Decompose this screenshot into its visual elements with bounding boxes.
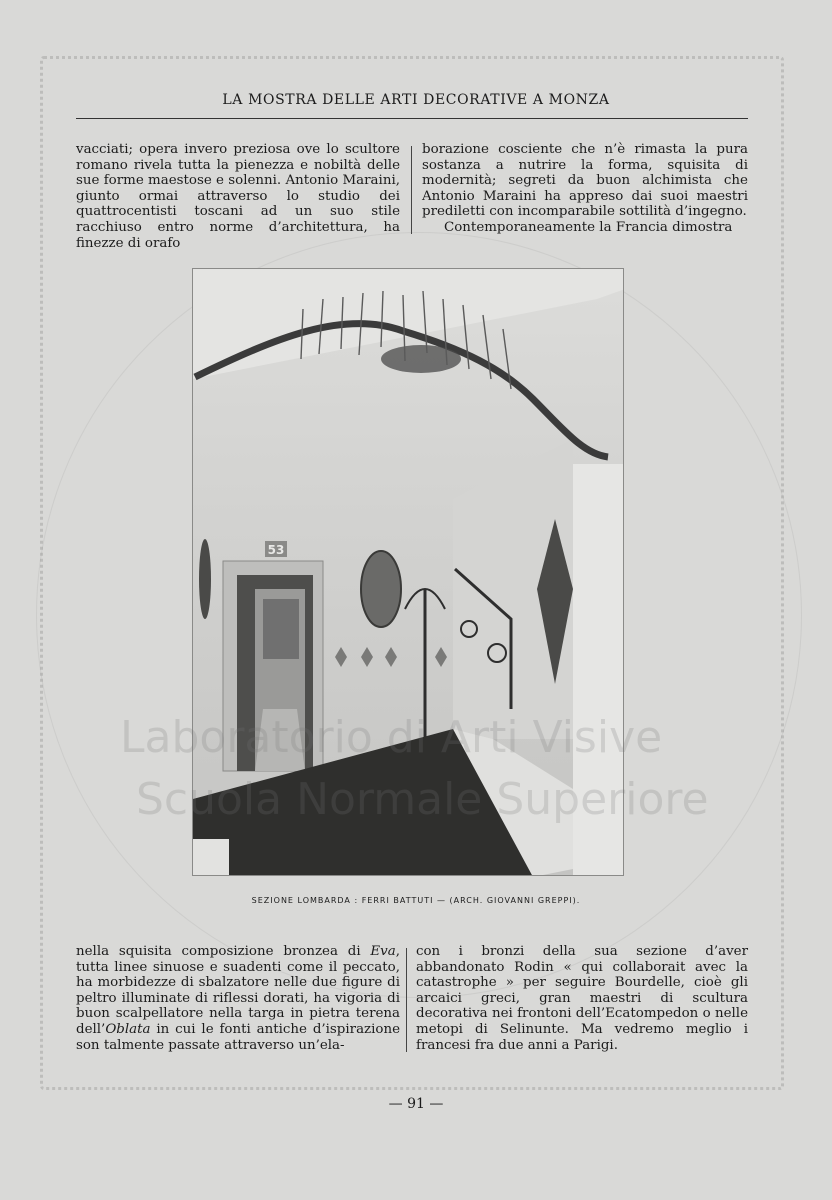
italic-title-oblata: Oblata xyxy=(105,1021,151,1037)
bottom-right-column xyxy=(416,944,748,1053)
page-number: — 91 — xyxy=(388,1096,444,1112)
oval-plaque xyxy=(361,551,401,627)
paragraph: Contemporaneamente la Francia dimostra xyxy=(444,219,733,235)
paragraph: con i bronzi della sua sezione d’aver abbandonato Rodin « qui collaborait avec la catastrophe » per seguire Bourdelle, cioè gli arcaici greci, gran maestri di scultura decorativa nei frontoni dell’Ecatompedon o nelle metopi di Selinunte. Ma vedremo meglio i francesi fra due anni a Parigi. xyxy=(416,944,748,1053)
column-divider-bottom xyxy=(406,948,407,1052)
wall-plaque-left xyxy=(199,539,211,619)
top-left-column xyxy=(76,142,400,251)
watermark-line-2: Scuola Normale Superiore xyxy=(136,774,709,825)
paragraph: vacciati; opera invero preziosa ove lo scultore romano rivela tutta la pienezza e nobiltà delle sue forme maestose e solenni. Antonio Maraini, giunto ormai attraverso lo studio dei quattrocentisti toscani ad un suo stile racchiuso entro norme d’architettura, ha finezze di orafo xyxy=(76,142,400,251)
text-segment: nella squisita composizione bronzea di xyxy=(76,944,371,959)
paragraph xyxy=(76,944,400,1053)
running-header: LA MOSTRA DELLE ARTI DECORATIVE A MONZA xyxy=(222,92,610,108)
column-divider-top xyxy=(411,146,412,234)
room-number-label: 53 xyxy=(267,543,285,557)
text-segment: in cui le fonti antiche d’ispirazione son talmente passate attraverso un’ela- xyxy=(76,1021,400,1053)
watermark-line-1: Laboratorio di Arti Visive xyxy=(120,712,663,763)
header-rule xyxy=(76,118,748,119)
top-right-column xyxy=(422,142,748,236)
figure-caption: SEZIONE LOMBARDA : FERRI BATTUTI — (ARCH. GIOVANNI GREPPI). xyxy=(251,896,581,905)
bottom-left-column xyxy=(76,944,400,1053)
text-segment: , tutta linee sinuose e suadenti come il peccato, ha morbidezze di sbalzatore nelle due figure di peltro illuminate di riflessi dorati, ha vigoria di buon scalpellatore nella targa in pietra terena dell’ xyxy=(76,944,400,1037)
chandelier-basket xyxy=(381,345,461,373)
paragraph: borazione cosciente che n’è rimasta la pura sostanza a nutrire la forma, squisita di modernità; segreti da buon alchimista che Antonio Maraini ha appreso dai suoi maestri prediletti con incomparabile sottilità d’ingegno. xyxy=(422,142,748,220)
italic-title-eva: Eva xyxy=(370,944,396,959)
